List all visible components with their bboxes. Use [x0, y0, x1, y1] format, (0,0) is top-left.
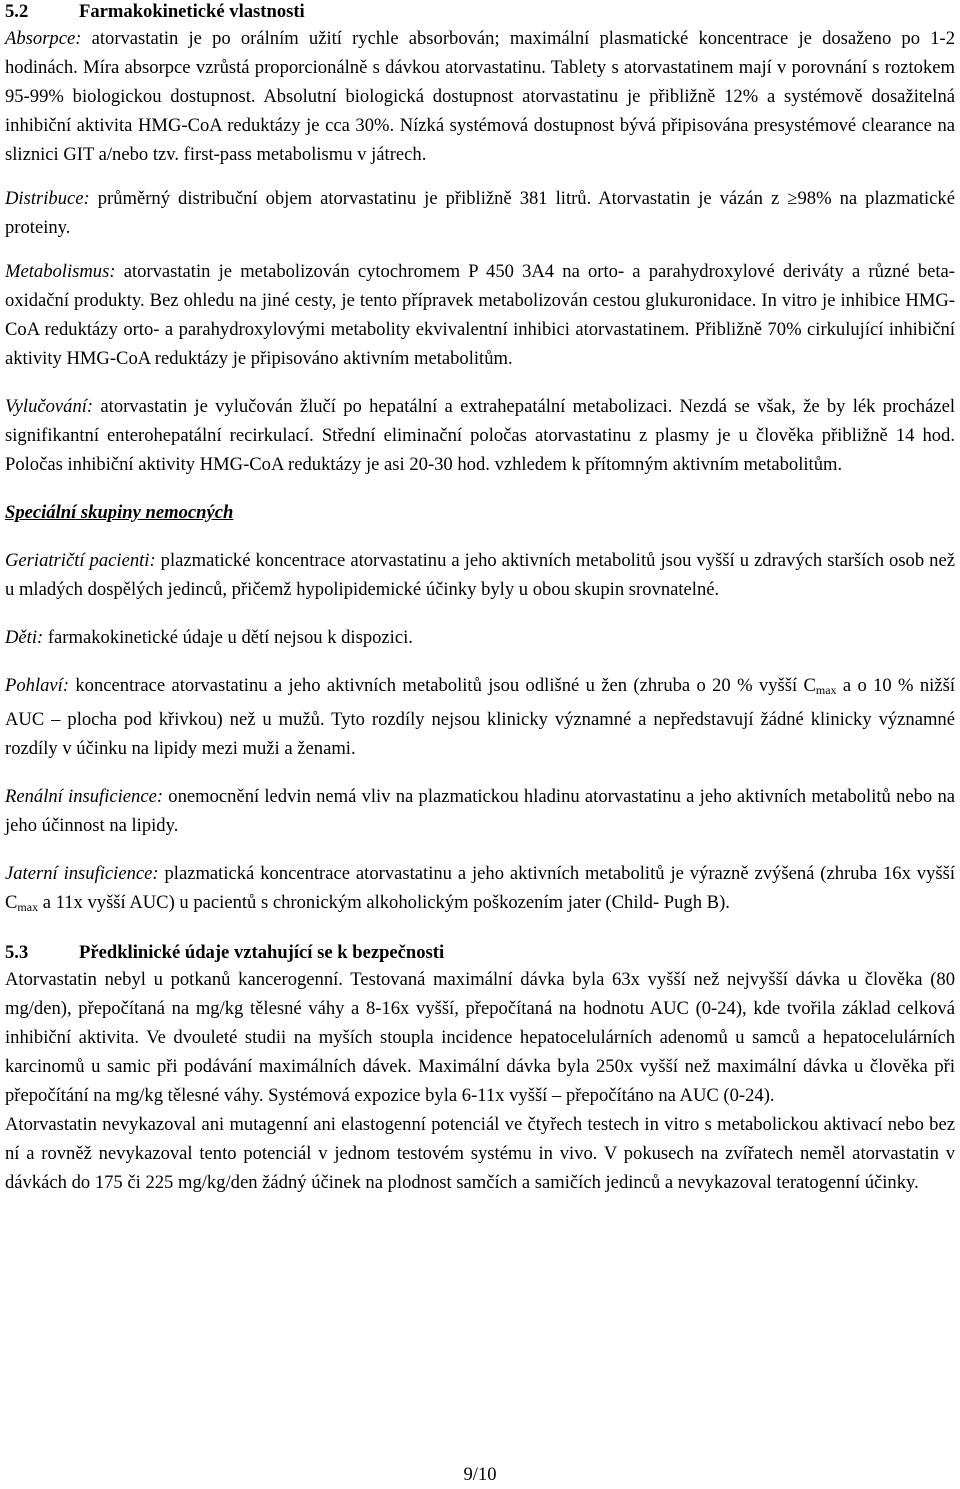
- label-renalni: Renální insuficience:: [5, 786, 164, 807]
- text-metabolismus: atorvastatin je metabolizován cytochromem P 450 3A4 na orto- a parahydroxylové deriváty a různé beta-oxidační produkty. Bez ohledu na jiné cesty, je tento přípravek metabolizován cestou glukuronidace. In vitro je inhibice HMG-CoA reduktázy orto- a parahydroxylovými metabolity ekvivalentní inhibici atorvastatinem. Přibližně 70% cirkulující inhibiční aktivity HMG-CoA reduktázy je připisováno aktivním metabolitům.: [5, 261, 955, 369]
- text-jaterni-b: a 11x vyšší AUC) u pacientů s chronickým alkoholickým poškozením jater (Child- Pugh B).: [38, 892, 730, 913]
- paragraph-geriatricti: [5, 546, 955, 604]
- label-geriatricti: Geriatričtí pacienti:: [5, 550, 156, 571]
- paragraph-pohlavi: [5, 671, 955, 763]
- label-absorpce: Absorpce:: [5, 28, 82, 49]
- paragraph-jaterni: [5, 859, 955, 922]
- paragraph-preclinical-1: Atorvastatin nebyl u potkanů kancerogenní. Testovaná maximální dávka byla 63x vyšší než nejvyšší dávka u člověka (80 mg/den), přepočítaná na mg/kg tělesné váhy a 8-16x vyšší, přepočítaná na hodnotu AUC (0-24), kde tvořila základ celková inhibiční aktivita. Ve dvouleté studii na myších stoupla incidence hepatocelulárních adenomů u samců a hepatocelulárních karcinomů u samic při podávání maximálních dávek. Maximální dávka byla 250x vyšší než maximální dávka u člověka při přepočítání na mg/kg tělesné váhy. Systémová expozice byla 6-11x vyšší – přepočítáno na AUC (0-24).: [5, 969, 955, 1106]
- page-number: 9/10: [463, 1464, 497, 1485]
- special-groups-heading: Speciální skupiny nemocných: [5, 502, 234, 523]
- paragraph-renalni: [5, 782, 955, 840]
- label-vylucovani: Vylučování:: [5, 396, 94, 417]
- section-heading-5-3: [5, 941, 955, 965]
- text-jaterni-a: plazmatická koncentrace atorvastatinu a jeho aktivních metabolitů je výrazně zvýšená (zhruba 16x vyšší C: [5, 863, 956, 913]
- text-pohlavi-b: a o 10 % nižší AUC – plocha pod křivkou) než u mužů. Tyto rozdíly nejsou klinicky významné a nepředstavují žádné klinicky významné rozdíly v účinku na lipidy mezi muži a ženami.: [5, 675, 955, 759]
- label-deti: Děti:: [5, 627, 44, 648]
- section-title: Farmakokinetické vlastnosti: [79, 1, 305, 22]
- label-pohlavi: Pohlaví:: [5, 675, 70, 696]
- label-distribuce: Distribuce:: [5, 188, 90, 209]
- paragraph-vylucovani: [5, 392, 955, 479]
- paragraph-deti: [5, 623, 955, 652]
- cmax-subscript: max: [17, 900, 39, 914]
- label-metabolismus: Metabolismus:: [5, 261, 116, 282]
- cmax-subscript: max: [815, 683, 837, 697]
- paragraph-preclinical-2: Atorvastatin nevykazoval ani mutagenní ani elastogenní potenciál ve čtyřech testech in vitro s metabolickou aktivací nebo bez ní a rovněž nevykazoval tento potenciál v jednom testovém systému in vivo. V pokusech na zvířatech neměl atorvastatin v dávkách do 175 či 225 mg/kg/den žádný účinek na plodnost samčích a samičích jedinců a nevykazoval teratogenní účinky.: [5, 1114, 955, 1193]
- text-distribuce: průměrný distribuční objem atorvastatinu je přibližně 381 litrů. Atorvastatin je vázán z ≥98% na plazmatické proteiny.: [5, 188, 955, 238]
- section-heading-5-2: [5, 0, 955, 24]
- text-pohlavi-a: koncentrace atorvastatinu a jeho aktivních metabolitů jsou odlišné u žen (zhruba o 20 % vyšší C: [69, 675, 816, 696]
- label-jaterni: Jaterní insuficience:: [5, 863, 159, 884]
- section-number: 5.2: [5, 1, 29, 22]
- text-vylucovani: atorvastatin je vylučován žlučí po hepatální a extrahepatální metabolizaci. Nezdá se však, že by lék procházel signifikantní enterohepatální recirkulací. Střední eliminační poločas atorvastatinu z plasmy je u člověka přibližně 14 hod. Poločas inhibiční aktivity HMG-CoA reduktázy je asi 20-30 hod. vzhledem k přítomným aktivním metabolitům.: [5, 396, 955, 475]
- document-page: [5, 0, 955, 1197]
- paragraph-distribuce: [5, 184, 955, 242]
- section-number: 5.3: [5, 942, 29, 963]
- section-title: Předklinické údaje vztahující se k bezpečnosti: [79, 942, 445, 963]
- paragraph-metabolismus: [5, 257, 955, 373]
- paragraph-absorpce: [5, 24, 955, 169]
- text-deti: farmakokinetické údaje u dětí nejsou k dispozici.: [43, 627, 413, 648]
- text-geriatricti: plazmatické koncentrace atorvastatinu a jeho aktivních metabolitů jsou vyšší u zdravých starších osob než u mladých dospělých jedinců, přičemž hypolipidemické účinky byly u obou skupin srovnatelné.: [5, 550, 955, 600]
- text-renalni: onemocnění ledvin nemá vliv na plazmatickou hladinu atorvastatinu a jeho aktivních metabolitů nebo na jeho účinnost na lipidy.: [5, 786, 955, 836]
- text-absorpce: atorvastatin je po orálním užití rychle absorbován; maximální plasmatické koncentrace je dosaženo po 1-2 hodinách. Míra absorpce vzrůstá proporcionálně s dávkou atorvastatinu. Tablety s atorvastatinem mají v porovnání s roztokem 95-99% biologickou dostupnost. Absolutní biologická dostupnost atorvastatinu je přibližně 12% a systémově dosažitelná inhibiční aktivita HMG-CoA reduktázy je cca 30%. Nízká systémová dostupnost bývá připisována presystémové clearance na sliznici GIT a/nebo tzv. first-pass metabolismu v játrech.: [5, 28, 955, 165]
